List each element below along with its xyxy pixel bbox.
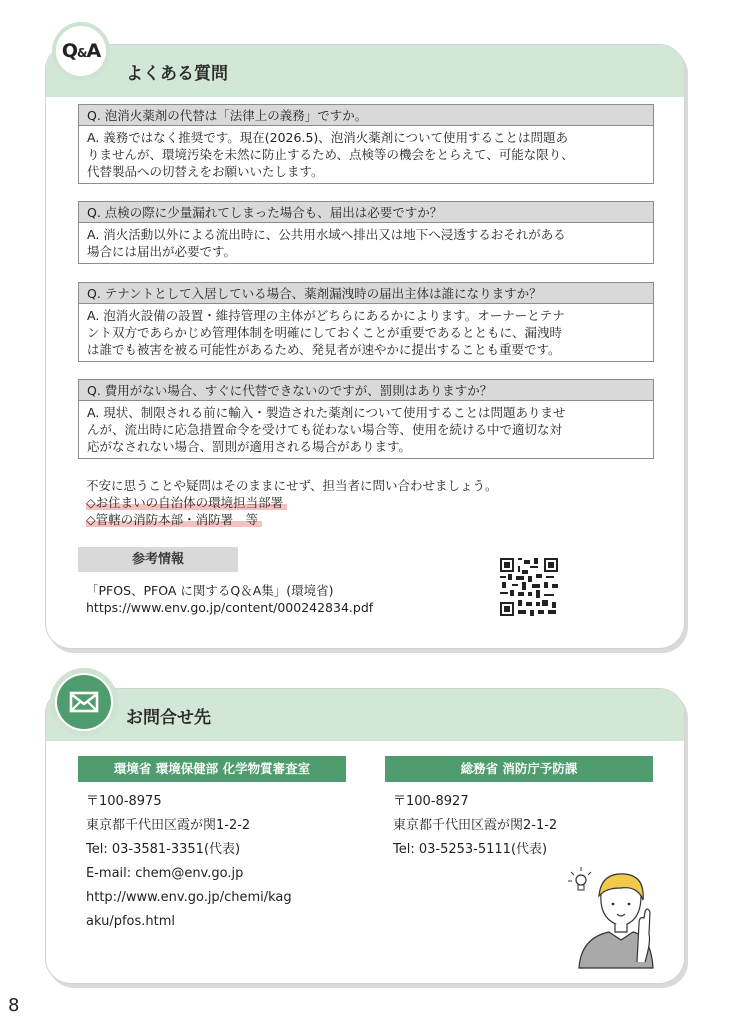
website-url-cont[interactable]: aku/pfos.html <box>86 914 176 929</box>
faq-item-4 <box>78 379 654 459</box>
faq-answer-line: 応がなされない場合、罰則が適用される場合があります。 <box>87 439 412 454</box>
qr-code-icon[interactable] <box>500 558 558 616</box>
faq-note <box>86 477 498 528</box>
reference-label: 参考情報 <box>78 547 238 572</box>
faq-answer <box>78 223 654 264</box>
phone: Tel: 03-5253-5111(代表) <box>393 842 548 857</box>
faq-question: Q. 泡消火薬剤の代替は「法律上の義務」ですか。 <box>78 104 654 126</box>
qa-badge-a: A <box>86 40 101 62</box>
contact-badge <box>50 668 118 736</box>
faq-answer-line: A. 消火活動以外による流出時に、公共用水域へ排出又は地下へ浸透するおそれがある <box>87 227 566 242</box>
address: 東京都千代田区霞が関1-2-2 <box>86 818 251 833</box>
faq-item-3 <box>78 282 654 362</box>
contact-head: 総務省 消防庁予防課 <box>385 756 653 782</box>
faq-card-header <box>46 45 684 97</box>
website-url[interactable]: http://www.env.go.jp/chemi/kag <box>86 890 292 905</box>
faq-item-1 <box>78 104 654 184</box>
qa-badge-q: Q <box>61 40 77 62</box>
page-number: 8 <box>8 995 20 1016</box>
reference-info <box>86 582 373 616</box>
faq-question: Q. 点検の際に少量漏れてしまった場合も、届出は必要ですか？ <box>78 201 654 223</box>
faq-question: Q. テナントとして入居している場合、薬剤漏洩時の届出主体は誰になりますか？ <box>78 282 654 304</box>
faq-answer-line: 場合には届出が必要です。 <box>87 244 237 259</box>
faq-answer-line: ント双方であらかじめ管理体制を明確にしておくことが重要であるとともに、漏洩時 <box>87 325 563 340</box>
reference-title: 「PFOS、PFOA に関するQ＆A集」(環境省) <box>86 583 334 598</box>
faq-answer-line: は誰でも被害を被る可能性があるため、発見者が速やかに提出することも重要です。 <box>87 342 561 357</box>
phone: Tel: 03-3581-3351(代表) <box>86 842 241 857</box>
faq-answer-line: A. 義務ではなく推奨です。現在(2026.5)、泡消火薬剤について使用することは問題あ <box>87 130 569 145</box>
faq-answer <box>78 304 654 362</box>
contact-head: 環境省 環境保健部 化学物質審査室 <box>78 756 346 782</box>
faq-item-2 <box>78 201 654 264</box>
contact-fire-agency <box>385 756 653 862</box>
faq-note-item: ◇お住まいの自治体の環境担当部署 <box>86 495 287 510</box>
faq-answer-line: A. 現状、制限される前に輸入・製造された薬剤について使用することは問題ありませ <box>87 405 566 420</box>
faq-title: よくある質問 <box>126 64 228 84</box>
faq-answer-line: A. 泡消火設備の設置・維持管理の主体がどちらにあるかによります。オーナーとテナ <box>87 308 565 323</box>
address: 東京都千代田区霞が関2-1-2 <box>393 818 558 833</box>
contact-card-header <box>46 689 684 741</box>
faq-note-item: ◇管轄の消防本部・消防署 等 <box>86 512 262 527</box>
qa-badge-amp: & <box>76 46 87 60</box>
faq-answer <box>78 401 654 459</box>
reference-url[interactable]: https://www.env.go.jp/content/000242834.pdf <box>86 600 374 615</box>
faq-answer-line: んが、流出時に応急措置命令を受けても従わない場合等、使用を続ける中で適切な対 <box>87 422 563 437</box>
faq-question: Q. 費用がない場合、すぐに代替できないのですが、罰則はありますか？ <box>78 379 654 401</box>
qa-badge <box>52 22 110 80</box>
contact-env-ministry <box>78 756 346 934</box>
postal-code: 〒100-8975 <box>86 794 162 809</box>
faq-answer-line: りませんが、環境汚染を未然に防止するため、点検等の機会をとらえて、可能な限り、 <box>87 147 574 162</box>
faq-note-text: 不安に思うことや疑問はそのままにせず、担当者に問い合わせましょう。 <box>86 478 498 493</box>
person-idea-illustration <box>565 862 661 970</box>
faq-answer-line: 代替製品への切替えをお願いいたします。 <box>87 164 324 179</box>
postal-code: 〒100-8927 <box>393 794 469 809</box>
faq-answer <box>78 126 654 184</box>
envelope-icon <box>69 691 99 713</box>
email[interactable]: E-mail: chem@env.go.jp <box>86 866 244 881</box>
contact-title: お問合せ先 <box>126 708 211 728</box>
